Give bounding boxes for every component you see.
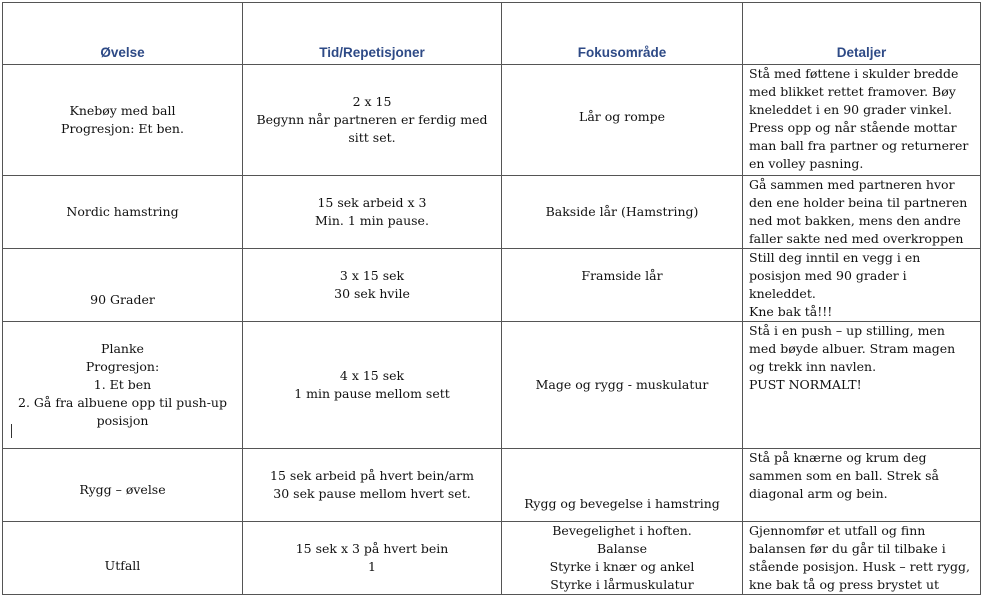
exercise-cell: Planke Progresjon: 1. Et ben 2. Gå fra albuene opp til push-up posisjon — [3, 322, 243, 449]
header-row — [3, 3, 981, 65]
exercise-cell: Nordic hamstring — [3, 176, 243, 249]
exercise-table — [2, 2, 981, 595]
details-cell: Stå på knærne og krum deg sammen som en ball. Strek så diagonal arm og bein. — [743, 449, 981, 522]
focus-cell: Mage og rygg - muskulatur — [502, 322, 743, 449]
header-exercise: Øvelse — [3, 3, 243, 65]
header-time-reps: Tid/Repetisjoner — [243, 3, 502, 65]
focus-cell: Framside lår — [502, 249, 743, 322]
time-cell: 15 sek arbeid x 3 Min. 1 min pause. — [243, 176, 502, 249]
exercise-cell: Rygg – øvelse — [3, 449, 243, 522]
exercise-cell: 90 Grader — [3, 249, 243, 322]
text-cursor — [11, 424, 12, 438]
exercise-cell: Utfall — [3, 522, 243, 595]
details-cell: Gjennomfør et utfall og finn balansen før du går til tilbake i stående posisjon. Husk – rett rygg, kne bak tå og press brystet ut — [743, 522, 981, 595]
table-row — [3, 449, 981, 522]
time-cell: 15 sek arbeid på hvert bein/arm 30 sek pause mellom hvert set. — [243, 449, 502, 522]
details-cell: Gå sammen med partneren hvor den ene holder beina til partneren ned mot bakken, mens den andre faller sakte ned med overkroppen — [743, 176, 981, 249]
time-cell: 4 x 15 sek 1 min pause mellom sett — [243, 322, 502, 449]
header-focus: Fokusområde — [502, 3, 743, 65]
table-row — [3, 65, 981, 176]
focus-cell: Rygg og bevegelse i hamstring — [502, 449, 743, 522]
details-cell: Stå i en push – up stilling, men med bøyde albuer. Stram magen og trekk inn navlen. PUST NORMALT! — [743, 322, 981, 449]
time-cell: 2 x 15 Begynn når partneren er ferdig med sitt set. — [243, 65, 502, 176]
table-row — [3, 522, 981, 595]
header-details: Detaljer — [743, 3, 981, 65]
table-row — [3, 322, 981, 449]
focus-cell: Bevegelighet i hoften. Balanse Styrke i knær og ankel Styrke i lårmuskulatur — [502, 522, 743, 595]
details-cell: Still deg inntil en vegg i en posisjon med 90 grader i kneleddet. Kne bak tå!!! — [743, 249, 981, 322]
focus-cell: Lår og rompe — [502, 65, 743, 176]
time-cell: 3 x 15 sek 30 sek hvile — [243, 249, 502, 322]
exercise-cell: Knebøy med ball Progresjon: Et ben. — [3, 65, 243, 176]
table-row — [3, 176, 981, 249]
details-cell: Stå med føttene i skulder bredde med blikket rettet framover. Bøy kneleddet i en 90 grader vinkel. Press opp og når stående mottar man ball fra partner og returnerer en volley pasning. — [743, 65, 981, 176]
table-row — [3, 249, 981, 322]
focus-cell: Bakside lår (Hamstring) — [502, 176, 743, 249]
time-cell: 15 sek x 3 på hvert bein 1 — [243, 522, 502, 595]
